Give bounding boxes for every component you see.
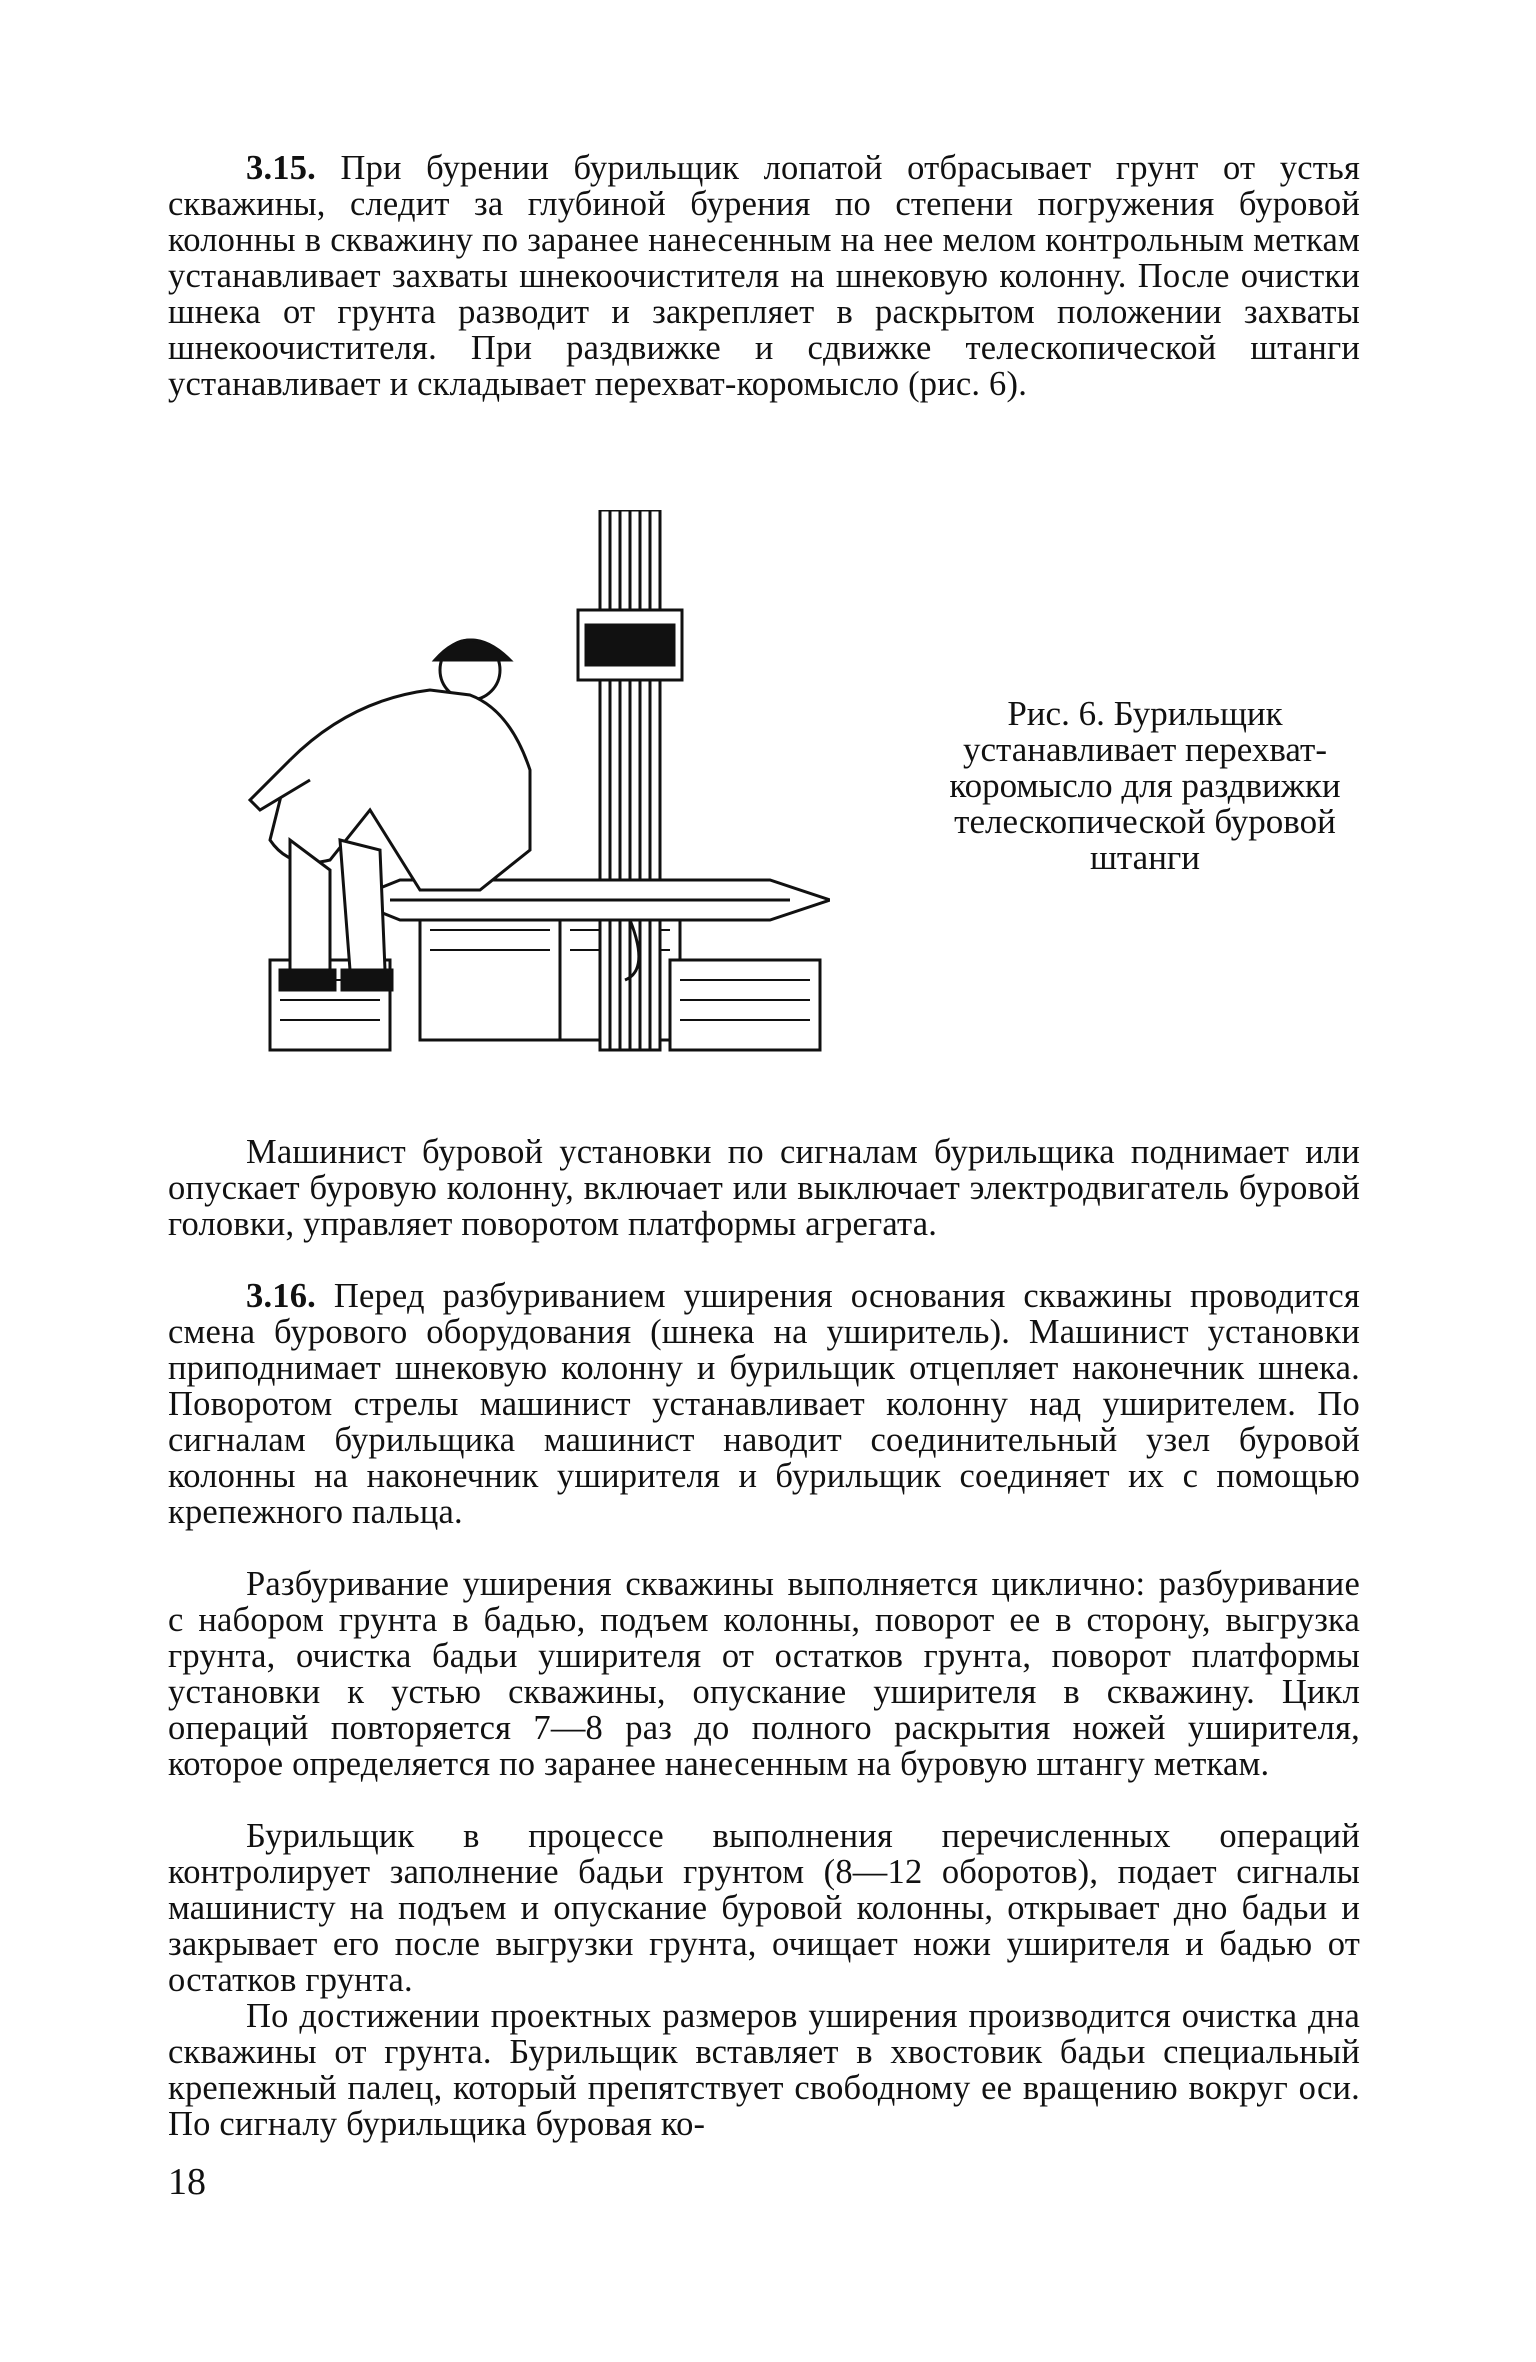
paragraph-text: При бурении бурильщик лопатой отбрасывает грунт от устья скважины, следит за глубиной бурения по степени погружения буровой колонны в скважину по заранее нанесенным на нее мелом контрольным меткам устанавливает захваты шнекоочистителя на шнековую колонну. После очистки шнека от грунта разводит и закрепляет в раскрытом положении захваты шнекоочистителя. При раздвижке и сдвижке телескопической штанги устанавливает и складывает перехват-коромысло (рис. 6).	[168, 149, 1361, 403]
section-number: 3.16.	[246, 1277, 316, 1315]
paragraph-text: Перед разбуриванием уширения основания скважины проводится смена бурового оборудования (шнека на уширитель). Машинист установки приподнимает шнековую колонну и бурильщик отцепляет наконечник шнека. Поворотом стрелы машинист устанавливает колонну над уширителем. По сигналам бурильщика машинист наводит соединительный узел буровой колонны на наконечник уширителя и бурильщик соединяет их с помощью крепежного пальца.	[168, 1277, 1360, 1531]
section-number: 3.15.	[246, 149, 316, 187]
paragraph-operator: Машинист буровой установки по сигналам бурильщика поднимает или опускает буровую колонну, включает или выключает электродвигатель буровой головки, управляет поворотом платформы агрегата.	[168, 1133, 1360, 1243]
paragraph-driller-control: Бурильщик в процессе выполнения перечисленных операций контролирует заполнение бадьи грунтом (8—12 оборотов), подает сигналы машинисту на подъем и опускание буровой колонны, открывает дно бадьи и закрывает его после выгрузки грунта, очищает ножи уширителя и бадью от остатков грунта.	[168, 1817, 1360, 1999]
paragraph-bottom-cleaning: По достижении проектных размеров уширения производится очистка дна скважины от грунта. Бурильщик вставляет в хвостовик бадьи специальный крепежный палец, который препятствует свободному ее вращению вокруг оси. По сигналу бурильщика буровая ко-	[168, 1997, 1360, 2143]
paragraph-3-15	[168, 150, 1360, 402]
paragraph-3-16	[168, 1278, 1360, 1530]
figure-caption: Рис. 6. Бурильщик устанавливает перехват-коромысло для раздвижки телескопической буровой штанги	[949, 694, 1341, 877]
paragraph-reaming-cycle: Разбуривание уширения скважины выполняется циклично: разбуривание с набором грунта в бадью, подъем колонны, поворот ее в сторону, выгрузка грунта, очистка бадьи уширителя от остатков грунта, поворот платформы установки к устью скважины, опускание уширителя в скважину. Цикл операций повторяется 7—8 раз до полного раскрытия ножей уширителя, которое определяется по заранее нанесенным на буровую штангу меткам.	[168, 1565, 1360, 1783]
page-number: 18	[168, 2161, 206, 2203]
driller-with-rod-illustration	[230, 510, 830, 1066]
figure-drilling-illustration	[230, 510, 830, 1066]
